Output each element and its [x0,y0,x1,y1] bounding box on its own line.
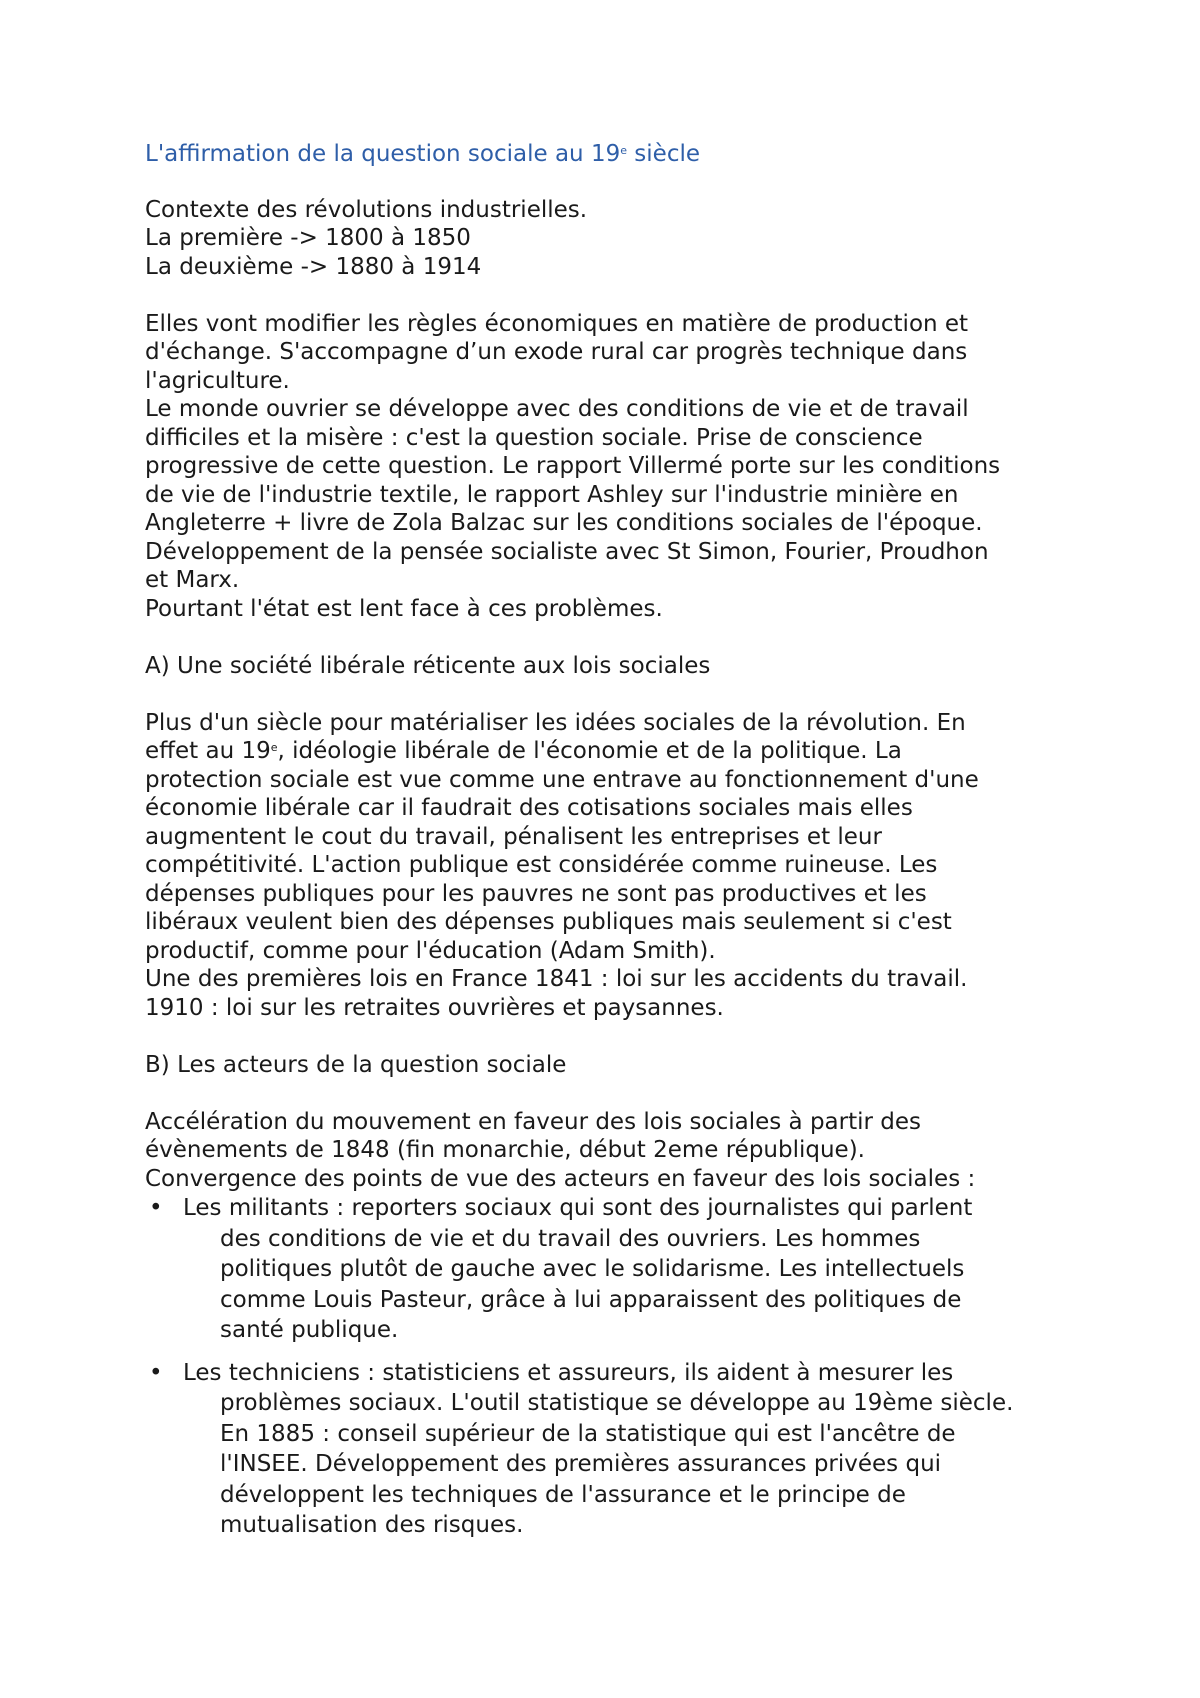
section-a-line-end: , idéologie libérale de l'économie et de la politique. La [277,738,902,764]
intro-line: l'agriculture. [145,367,290,394]
section-a-line: Plus d'un siècle pour matérialiser les idées sociales de la révolution. En [145,709,966,736]
context-line: La première -> 1800 à 1850 [145,225,471,251]
spacer [145,1022,1080,1051]
intro-line: Angleterre + livre de Zola Balzac sur les conditions sociales de l'époque. [145,510,983,536]
spacer [145,680,1080,709]
intro-line: de vie de l'industrie textile, le rapport Ashley sur l'industrie minière en [145,481,959,508]
section-a-line: productif, comme pour l'éducation (Adam Smith). [145,937,716,964]
bullet-line: santé publique. [220,1317,399,1343]
spacer [145,281,1080,310]
title-superscript: e [620,144,627,157]
section-a-line: protection sociale est vue comme une entrave au fonctionnement d'une [145,766,979,793]
section-a-line-start: effet au 19 [145,738,271,764]
intro-line: difficiles et la misère : c'est la question sociale. Prise de conscience [145,424,923,451]
bullet-first-line: Les militants : reporters sociaux qui sont des journalistes qui parlent [183,1195,973,1221]
section-a-heading [145,652,1080,681]
section-a-line: augmentent le cout du travail, pénalisent les entreprises et leur [145,823,882,850]
intro-line: Développement de la pensée socialiste avec St Simon, Fourier, Proudhon [145,538,989,565]
intro-line: et Marx. [145,567,240,593]
section-b-line: évènements de 1848 (fin monarchie, début 2eme république). [145,1137,865,1163]
document-page [145,140,1080,1553]
section-a-line [145,737,1080,766]
section-a-line: 1910 : loi sur les retraites ouvrières et paysannes. [145,994,724,1021]
section-a-line: libéraux veulent bien des dépenses publiques mais seulement si c'est [145,909,952,935]
intro-line: progressive de cette question. Le rapport Villermé porte sur les conditions [145,453,1001,479]
section-a-paragraph [145,709,1080,1023]
spacer [145,623,1080,652]
bullet-line: mutualisation des risques. [220,1512,524,1538]
actors-bullet-list [145,1193,1080,1541]
context-paragraph [145,196,1080,282]
spacer [145,1079,1080,1108]
bullet-icon: • [149,1359,163,1386]
title-end: siècle [627,141,701,167]
bullet-first-line: Les techniciens : statisticiens et assureurs, ils aident à mesurer les [183,1359,954,1386]
bullet-item-techniciens [145,1358,1080,1541]
intro-line: Elles vont modifier les règles économiques en matière de production et [145,310,969,337]
document-title [145,140,1080,169]
bullet-icon: • [149,1195,163,1221]
section-b-line: Accélération du mouvement en faveur des lois sociales à partir des [145,1108,922,1135]
title-text: L'affirmation de la question sociale au 19 [145,141,621,167]
section-b-heading [145,1051,1080,1080]
section-a-line: compétitivité. L'action publique est considérée comme ruineuse. Les [145,852,938,878]
section-a-superscript: e [270,741,278,754]
bullet-line: En 1885 : conseil supérieur de la statistique qui est l'ancêtre de [220,1420,956,1447]
bullet-line: comme Louis Pasteur, grâce à lui apparaissent des politiques de [220,1286,962,1313]
bullet-line: problèmes sociaux. L'outil statistique se développe au 19ème siècle. [220,1390,1014,1416]
bullet-item-militants [145,1193,1080,1346]
intro-line: d'échange. S'accompagne d’un exode rural car progrès technique dans [145,339,968,365]
context-line: Contexte des révolutions industrielles. [145,196,588,223]
section-b-line: Convergence des points de vue des acteurs en faveur des lois sociales : [145,1165,976,1192]
section-a-line: dépenses publiques pour les pauvres ne sont pas productives et les [145,880,927,907]
section-b-paragraph [145,1108,1080,1194]
bullet-line: politiques plutôt de gauche avec le solidarisme. Les intellectuels [220,1256,965,1282]
intro-paragraph [145,310,1080,624]
bullet-line: l'INSEE. Développement des premières assurances privées qui [220,1451,942,1477]
intro-line: Le monde ouvrier se développe avec des conditions de vie et de travail [145,396,969,422]
section-b-heading-text: B) Les acteurs de la question sociale [145,1051,567,1078]
section-a-line: Une des premières lois en France 1841 : loi sur les accidents du travail. [145,966,968,992]
section-a-heading-text: A) Une société libérale réticente aux lois sociales [145,652,711,679]
bullet-line: développent les techniques de l'assurance et le principe de [220,1481,906,1508]
bullet-line: des conditions de vie et du travail des ouvriers. Les hommes [220,1225,921,1252]
context-line: La deuxième -> 1880 à 1914 [145,253,482,280]
intro-line: Pourtant l'état est lent face à ces problèmes. [145,595,663,622]
section-a-line: économie libérale car il faudrait des cotisations sociales mais elles [145,795,913,821]
